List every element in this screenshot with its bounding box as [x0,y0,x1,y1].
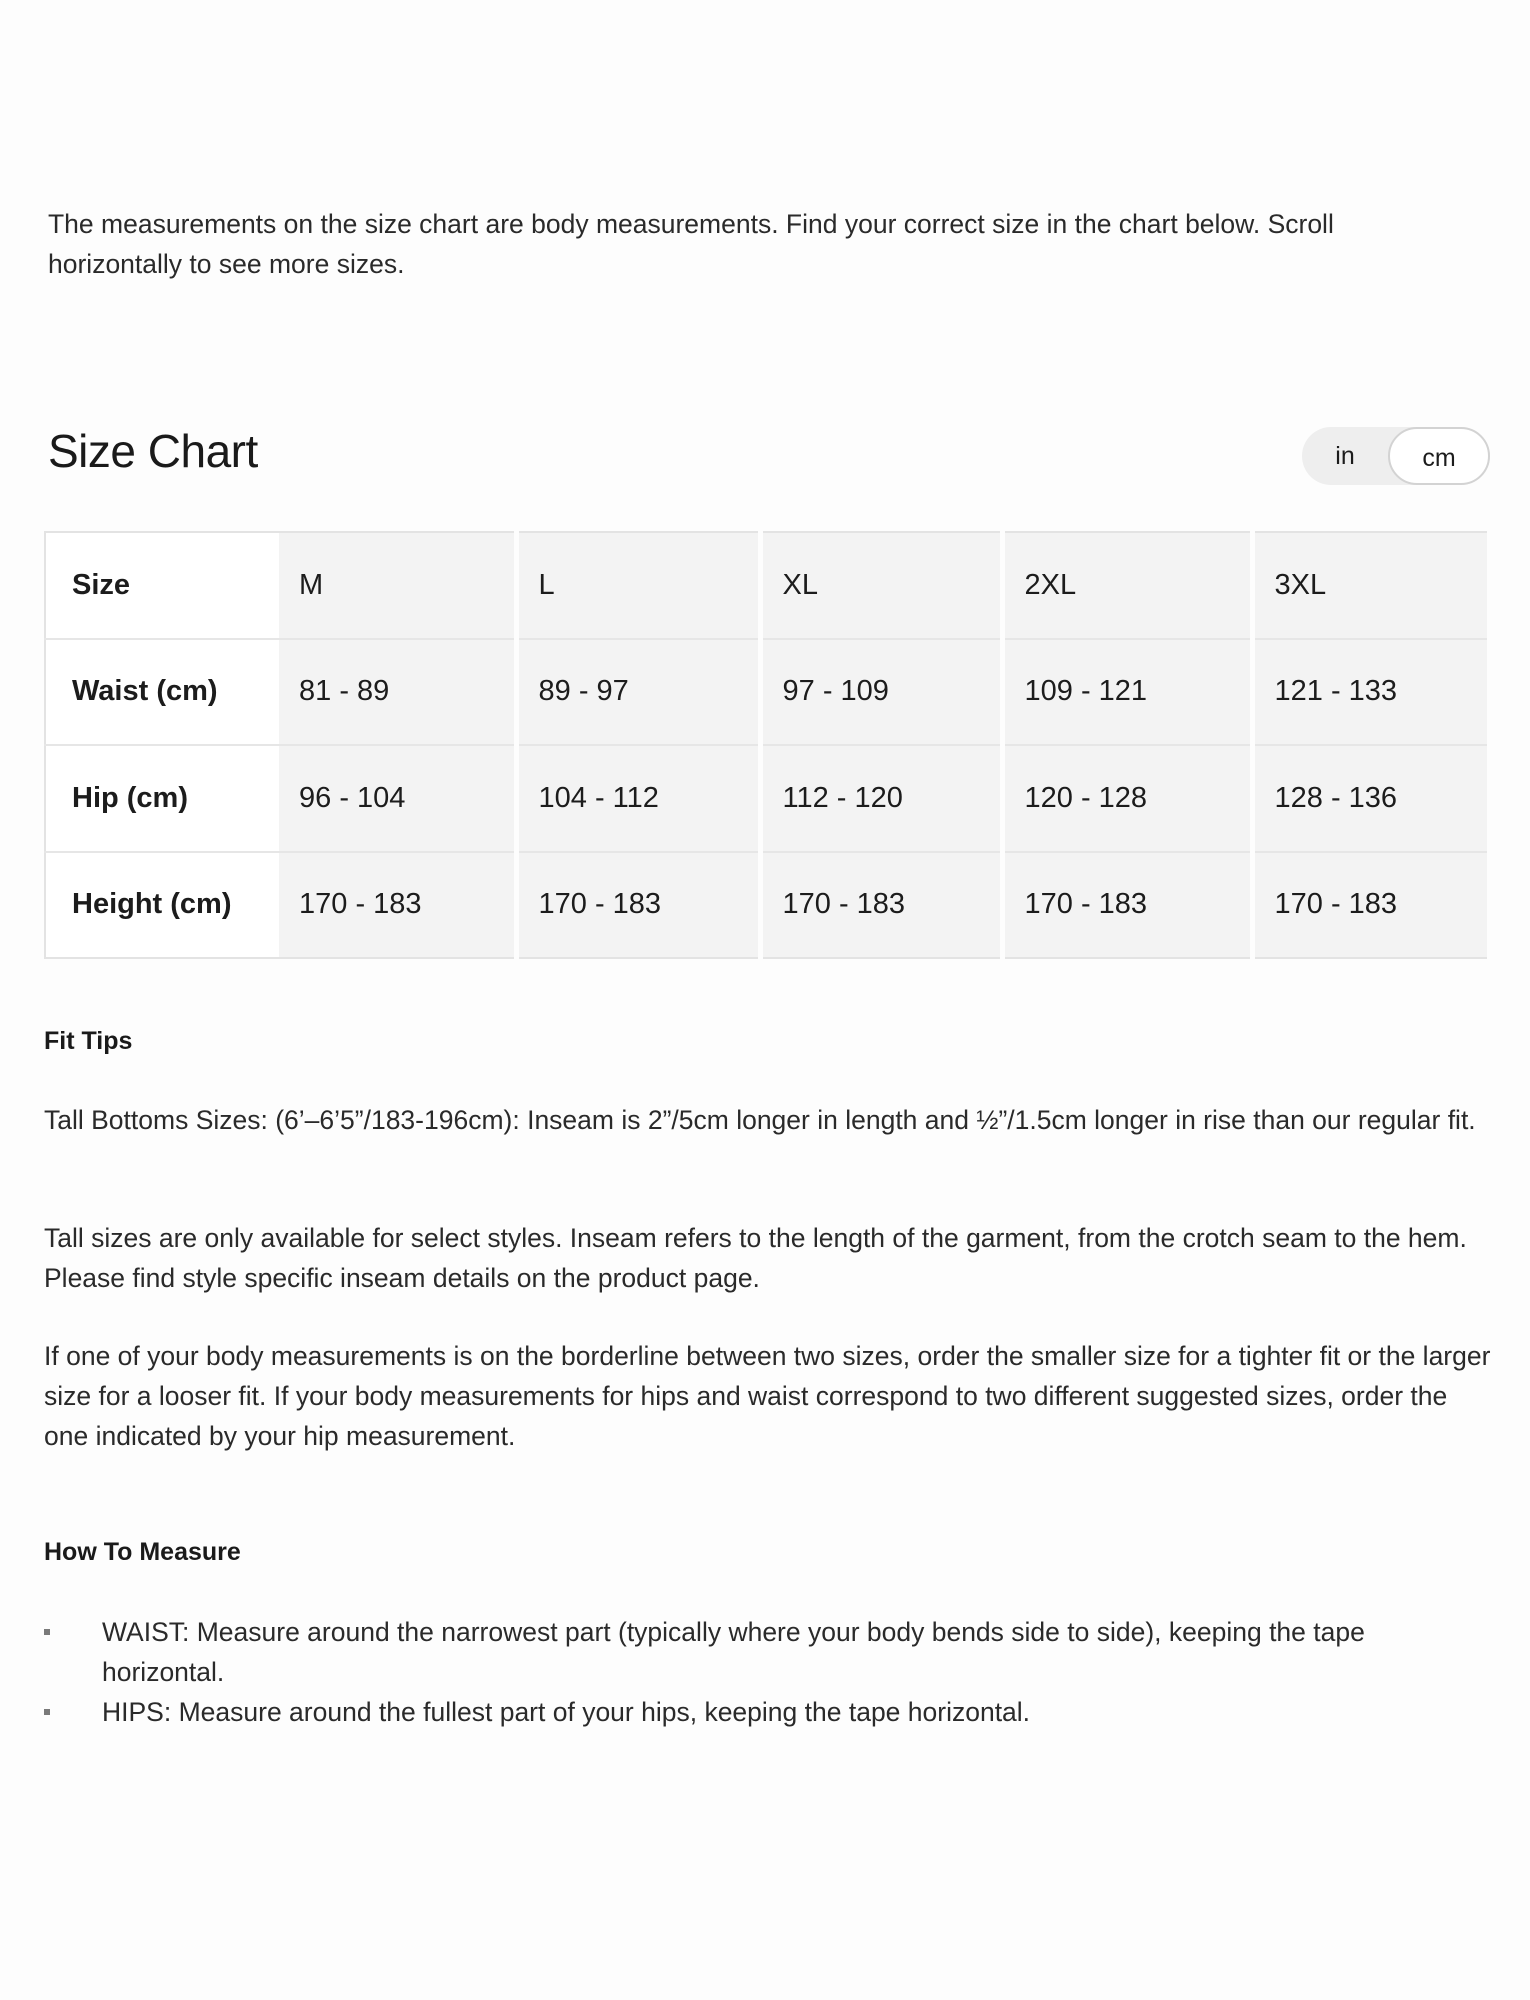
table-cell: 2XL [1002,532,1252,639]
square-bullet-icon [44,1629,50,1635]
table-cell: 96 - 104 [279,745,516,852]
list-item [44,1692,1464,1732]
fit-tips-heading: Fit Tips [44,1027,133,1055]
fit-tip-tall-bottoms: Tall Bottoms Sizes: (6’–6’5”/183-196cm): Inseam is 2”/5cm longer in length and ½”/1.5cm longer in rise than our regular fit. [44,1105,1476,1135]
table-cell: 170 - 183 [760,852,1002,959]
table-cell: M [279,532,516,639]
row-label-waist: Waist (cm) [45,639,279,746]
table-cell: L [516,532,760,639]
size-chart-table [44,531,1487,959]
row-label-size: Size [45,532,279,639]
table-row-size [45,532,1487,639]
unit-option-in[interactable]: in [1335,442,1355,470]
intro-text: The measurements on the size chart are body measurements. Find your correct size in the chart below. Scroll horizontally to see more sizes. [48,209,1334,279]
how-to-measure-list [44,1612,1464,1732]
table-row-hip [45,745,1487,852]
table-cell: 112 - 120 [760,745,1002,852]
table-cell: 104 - 112 [516,745,760,852]
fit-tip-borderline: If one of your body measurements is on the borderline between two sizes, order the smaller size for a tighter fit or the larger size for a looser fit. If your body measurements for hips and waist correspond to two different suggested sizes, order the one indicated by your hip measurement. [44,1341,1491,1451]
table-cell: XL [760,532,1002,639]
unit-option-cm-selected[interactable]: cm [1388,427,1490,485]
how-to-measure-heading: How To Measure [44,1538,241,1566]
table-row-waist [45,639,1487,746]
table-cell: 170 - 183 [1002,852,1252,959]
table-cell: 120 - 128 [1002,745,1252,852]
unit-toggle[interactable] [1302,427,1490,485]
table-cell: 121 - 133 [1252,639,1487,746]
table-cell: 3XL [1252,532,1487,639]
table-cell: 170 - 183 [516,852,760,959]
measure-waist-text: WAIST: Measure around the narrowest part (typically where your body bends side to side), keeping the tape horizontal. [102,1617,1365,1687]
measure-hips-text: HIPS: Measure around the fullest part of your hips, keeping the tape horizontal. [102,1697,1031,1727]
list-item [44,1612,1464,1692]
table-row-height [45,852,1487,959]
table-cell: 89 - 97 [516,639,760,746]
size-chart-header [48,420,1488,490]
row-label-height: Height (cm) [45,852,279,959]
table-cell: 170 - 183 [1252,852,1487,959]
table-cell: 170 - 183 [279,852,516,959]
size-chart-title: Size Chart [48,425,258,477]
table-cell: 109 - 121 [1002,639,1252,746]
square-bullet-icon [44,1709,50,1715]
table-cell: 81 - 89 [279,639,516,746]
table-cell: 97 - 109 [760,639,1002,746]
table-cell: 128 - 136 [1252,745,1487,852]
row-label-hip: Hip (cm) [45,745,279,852]
fit-tip-tall-sizes: Tall sizes are only available for select styles. Inseam refers to the length of the garment, from the crotch seam to the hem. Please find style specific inseam details on the product page. [44,1223,1467,1293]
